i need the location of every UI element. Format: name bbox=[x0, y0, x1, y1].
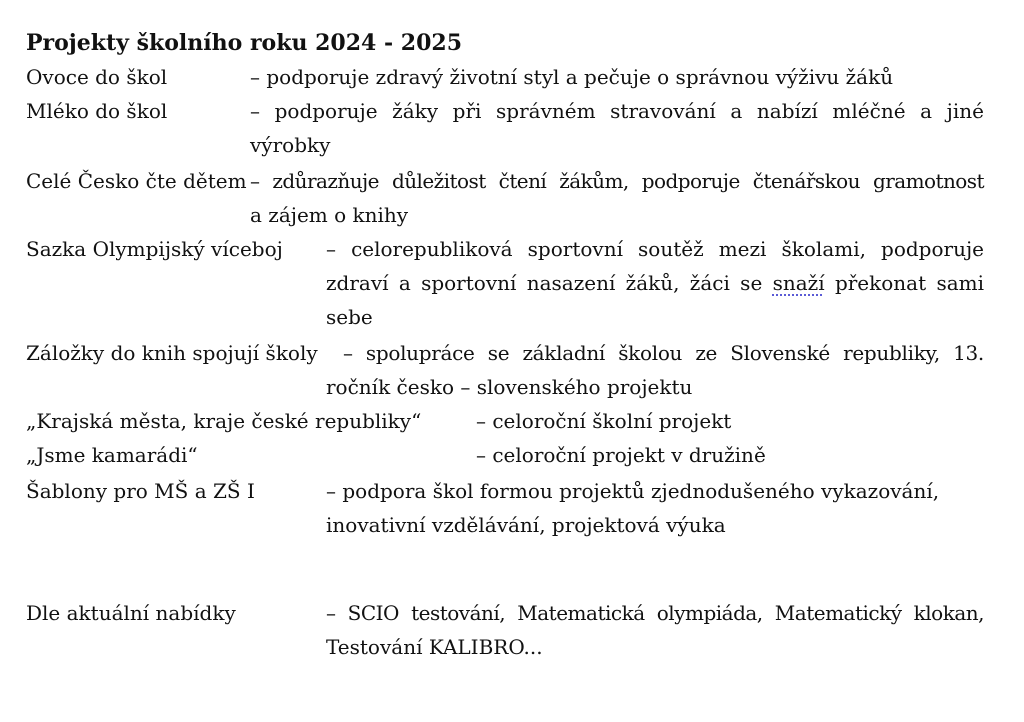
project-description-cont: zdraví a sportovní nasazení žáků, žáci se snaží překonat sami bbox=[326, 271, 985, 295]
project-label: Šablony pro MŠ a ZŠ I bbox=[26, 479, 255, 503]
project-label: „Jsme kamarádi“ bbox=[26, 443, 198, 467]
project-description-cont: Testování KALIBRO... bbox=[326, 635, 543, 659]
project-label: Ovoce do škol bbox=[26, 65, 168, 89]
project-label: Mléko do škol bbox=[26, 99, 168, 123]
project-description: – celoroční školní projekt bbox=[476, 409, 732, 433]
project-label: Záložky do knih spojují školy bbox=[26, 341, 318, 365]
project-description-cont: ročník česko – slovenského projektu bbox=[326, 375, 693, 399]
project-label: Dle aktuální nabídky bbox=[26, 601, 236, 625]
project-description: – zdůrazňuje důležitost čtení žákům, podporuje čtenářskou gramotnost bbox=[250, 169, 984, 193]
project-label: Sazka Olympijský víceboj bbox=[26, 237, 283, 261]
project-description: – podpora škol formou projektů zjednodušeného vykazování, bbox=[326, 479, 940, 503]
project-description-cont: inovativní vzdělávání, projektová výuka bbox=[326, 513, 726, 537]
project-description-cont: a zájem o knihy bbox=[250, 203, 409, 227]
project-label: Celé Česko čte dětem bbox=[26, 169, 247, 193]
project-description: – podporuje zdravý životní styl a pečuje o správnou výživu žáků bbox=[250, 65, 894, 89]
project-description: – celoroční projekt v družině bbox=[476, 443, 766, 467]
project-description-cont: sebe bbox=[326, 305, 373, 329]
project-description-cont: výrobky bbox=[250, 133, 331, 157]
project-description: – SCIO testování, Matematická olympiáda, Matematický klokan, bbox=[326, 601, 984, 625]
document-title: Projekty školního roku 2024 - 2025 bbox=[26, 30, 463, 56]
project-description: – celorepubliková sportovní soutěž mezi školami, podporuje bbox=[326, 237, 984, 261]
spellcheck-underlined-word[interactable]: snaží bbox=[772, 271, 825, 295]
project-description: – spolupráce se základní školou ze Slovenské republiky, 13. bbox=[343, 341, 984, 365]
project-label: „Krajská města, kraje české republiky“ bbox=[26, 409, 422, 433]
project-description: – podporuje žáky při správném stravování a nabízí mléčné a jiné bbox=[250, 99, 984, 123]
